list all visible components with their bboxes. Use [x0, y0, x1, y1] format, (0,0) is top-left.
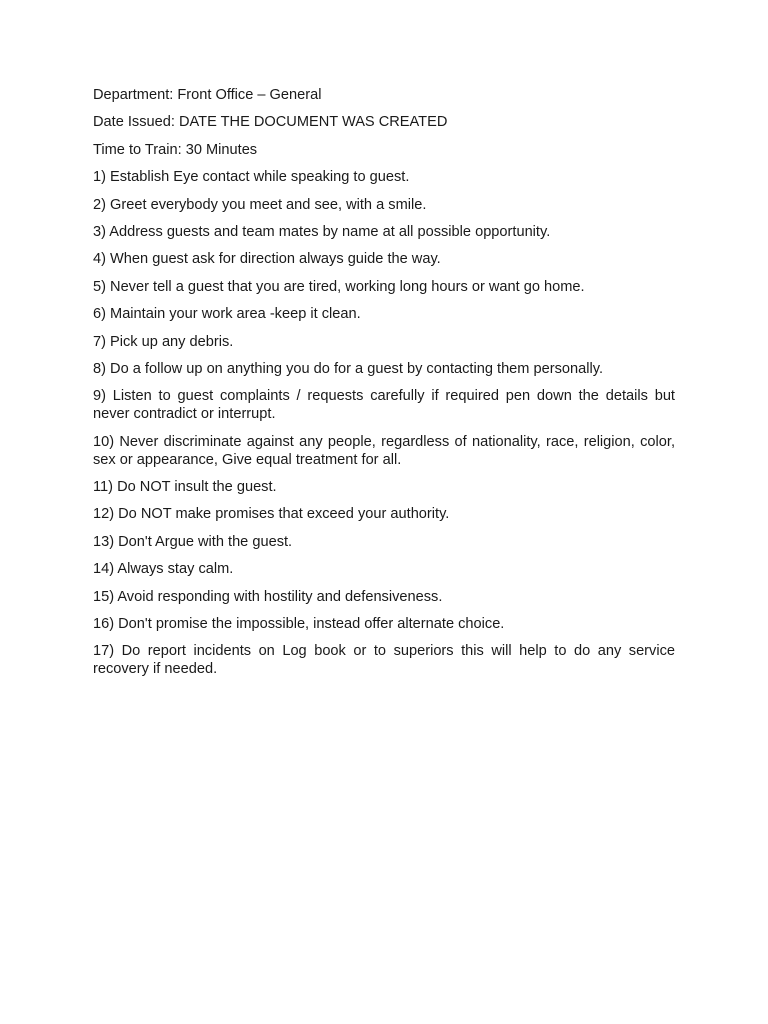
- rule-item-4: 4) When guest ask for direction always guide the way.: [93, 251, 441, 268]
- rule-item-12: 12) Do NOT make promises that exceed your authority.: [93, 506, 450, 523]
- rule-item-16: 16) Don't promise the impossible, instead offer alternate choice.: [93, 616, 505, 633]
- time-to-train-line: Time to Train: 30 Minutes: [93, 141, 258, 158]
- department-line: Department: Front Office – General: [93, 87, 322, 103]
- rule-item-11: 11) Do NOT insult the guest.: [93, 479, 277, 496]
- rule-item-9: 9) Listen to guest complaints / requests carefully if required pen down the details but never contradict or interrupt.: [93, 388, 675, 423]
- rule-item-8: 8) Do a follow up on anything you do for a guest by contacting them personally.: [93, 360, 604, 377]
- rule-item-13: 13) Don't Argue with the guest.: [93, 533, 293, 550]
- date-issued-line: Date Issued: DATE THE DOCUMENT WAS CREATED: [93, 114, 448, 131]
- rule-item-1: 1) Establish Eye contact while speaking to guest.: [93, 169, 410, 186]
- rule-item-15: 15) Avoid responding with hostility and defensiveness.: [93, 588, 443, 605]
- rule-item-5: 5) Never tell a guest that you are tired, working long hours or want go home.: [93, 278, 585, 295]
- rule-item-17: 17) Do report incidents on Log book or to superiors this will help to do any service recovery if needed.: [93, 643, 675, 678]
- rules-list: [93, 168, 675, 678]
- rule-item-14: 14) Always stay calm.: [93, 561, 234, 578]
- rule-item-10: 10) Never discriminate against any people, regardless of nationality, race, religion, color, sex or appearance, Give equal treatment for all.: [93, 433, 675, 468]
- document-page: [93, 86, 675, 688]
- rule-item-3: 3) Address guests and team mates by name at all possible opportunity.: [93, 223, 551, 240]
- rule-item-2: 2) Greet everybody you meet and see, with a smile.: [93, 196, 427, 213]
- rule-item-6: 6) Maintain your work area -keep it clean.: [93, 306, 361, 323]
- rule-item-7: 7) Pick up any debris.: [93, 333, 234, 350]
